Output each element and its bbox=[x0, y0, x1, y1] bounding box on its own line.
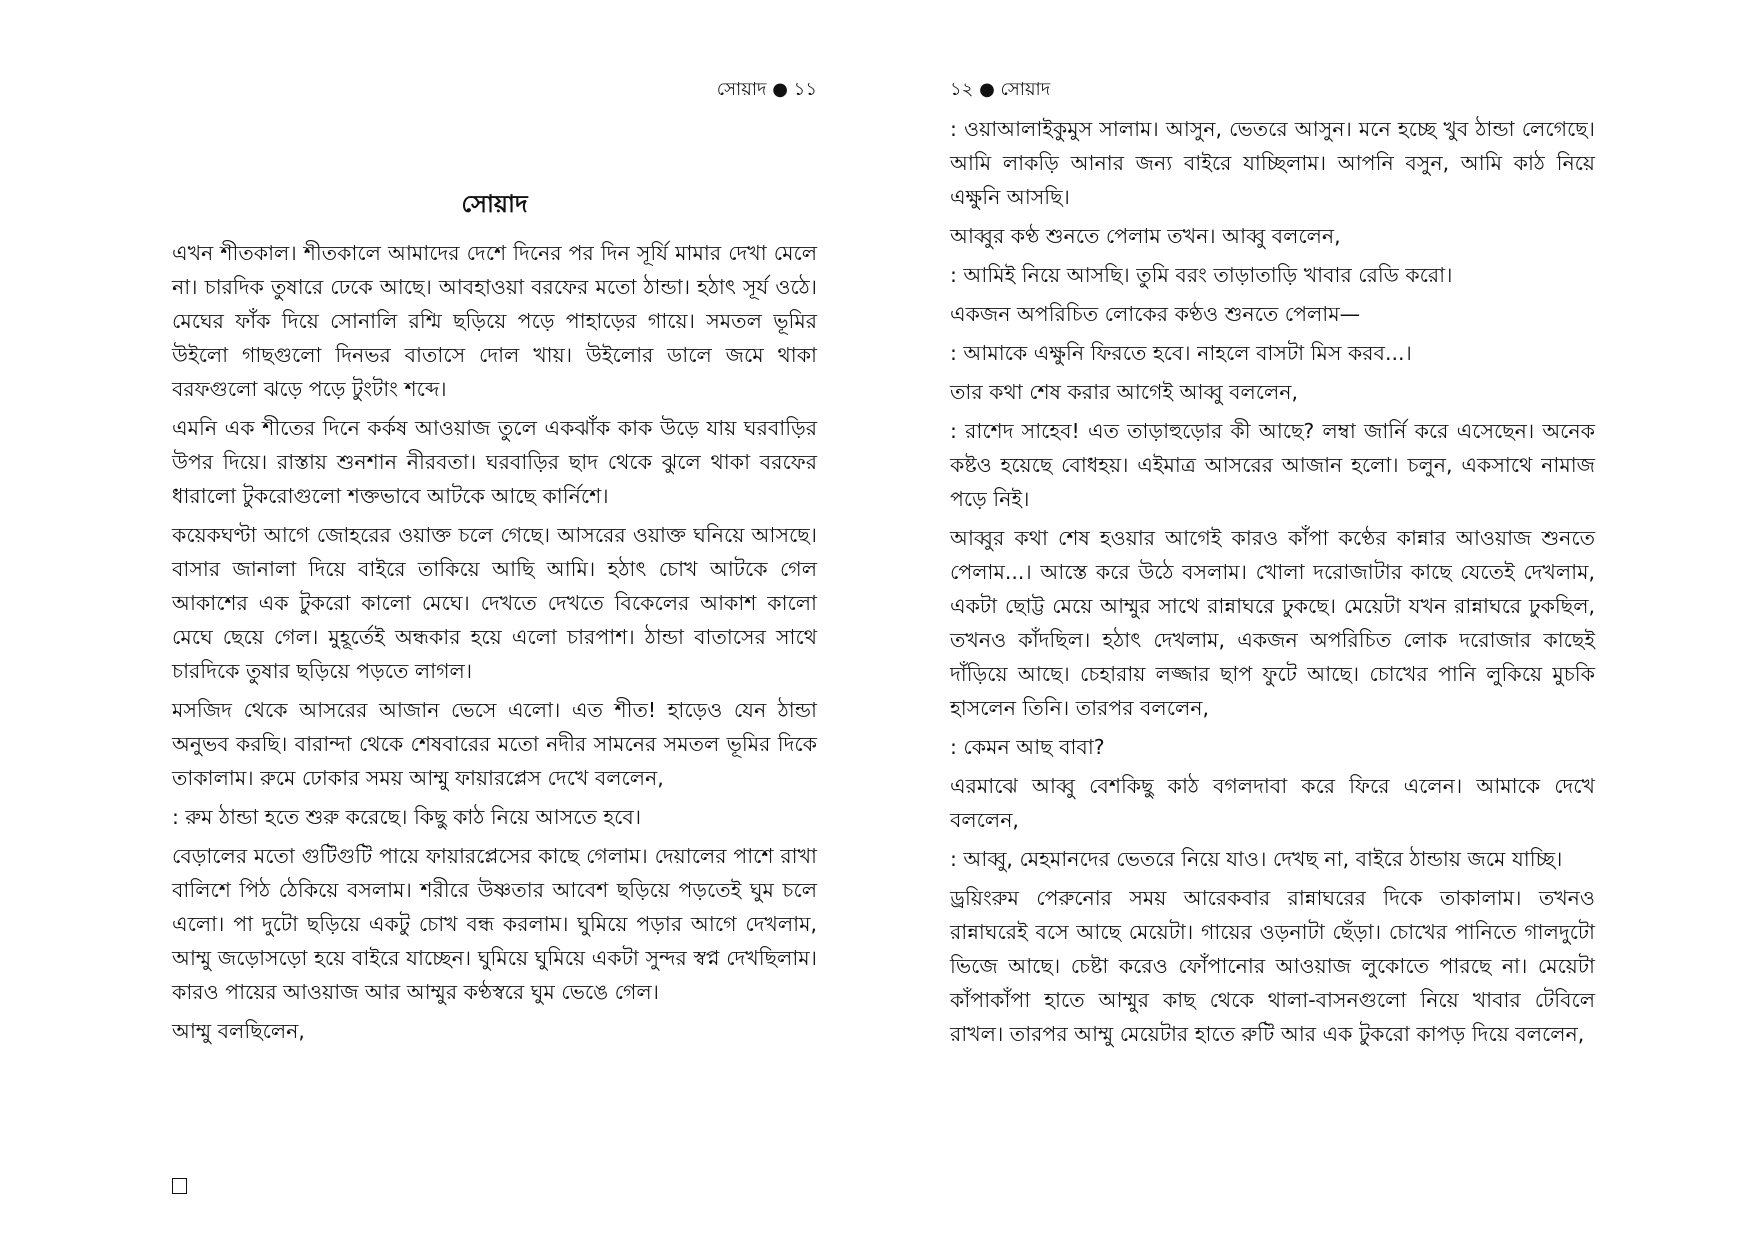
right-body-text bbox=[950, 112, 1595, 1056]
left-page bbox=[172, 0, 817, 1241]
left-paragraph-2: এমনি এক শীতের দিনে কর্কষ আওয়াজ তুলে একঝাঁক কাক উড়ে যায় ঘরবাড়ির উপর দিয়ে। রাস্তায় শুনশান নীরবতা। ঘরবাড়ির ছাদ থেকে ঝুলে থাকা বরফের ধারালো টুকরোগুলো শক্তভাবে আটকে আছে কার্নিশে। bbox=[172, 416, 817, 508]
right-paragraph-1: : ওয়াআলাইকুমুস সালাম। আসুন, ভেতরে আসুন। মনে হচ্ছে খুব ঠান্ডা লেগেছে। আমি লাকড়ি আনার জন্য বাইরে যাচ্ছিলাম। আপনি বসুন, আমি কাঠ নিয়ে এক্ষুনি আসছি। bbox=[950, 117, 1595, 209]
chapter-title: সোয়াদ bbox=[461, 190, 528, 218]
right-paragraph-12: ড্রয়িংরুম পেরুনোর সময় আরেকবার রান্নাঘরের দিকে তাকালাম। তখনও রান্নাঘরেই বসে আছে মেয়েটা। গায়ের ওড়নাটা ছেঁড়া। চোখের পানিতে গালদুটো ভিজে আছে। চেষ্টা করেও ফোঁপানোর আওয়াজ লুকোতে পারছে না। মেয়েটা কাঁপাকাঁপা হাতে আম্মুর কাছ থেকে থালা-বাসনগুলো নিয়ে খাবার টেবিলে রাখল। তারপর আম্মু মেয়েটার হাতে রুটি আর এক টুকরো কাপড় দিয়ে বললেন, bbox=[950, 886, 1595, 1046]
right-paragraph-8: আব্বুর কথা শেষ হওয়ার আগেই কারও কাঁপা কণ্ঠের কান্নার আওয়াজ শুনতে পেলাম...। আস্তে করে উঠে বসলাম। খোলা দরোজাটার কাছে যেতেই দেখলাম, একটা ছোট্ট মেয়ে আম্মুর সাথে রান্নাঘরে ঢুকছে। মেয়েটা যখন রান্নাঘরে ঢুকছিল, তখনও কাঁদছিল। হঠাৎ দেখলাম, একজন অপরিচিত লোক দরোজার কাছেই দাঁড়িয়ে আছে। চেহারায় লজ্জার ছাপ ফুটে আছে। চোখের পানি লুকিয়ে মুচকি হাসলেন তিনি। তারপর বললেন, bbox=[950, 526, 1595, 720]
right-paragraph-2: আব্বুর কণ্ঠ শুনতে পেলাম তখন। আব্বু বললেন, bbox=[950, 224, 1341, 248]
right-paragraph-4: একজন অপরিচিত লোকের কণ্ঠও শুনতে পেলাম— bbox=[950, 302, 1361, 326]
left-paragraph-5: : রুম ঠান্ডা হতে শুরু করেছে। কিছু কাঠ নিয়ে আসতে হবে। bbox=[172, 805, 642, 829]
left-body-text bbox=[172, 236, 817, 1053]
right-paragraph-10: এরমাঝে আব্বু বেশকিছু কাঠ বগলদাবা করে ফিরে এলেন। আমাকে দেখে বললেন, bbox=[950, 774, 1595, 832]
right-paragraph-5: : আমাকে এক্ষুনি ফিরতে হবে। নাহলে বাসটা মিস করব...। bbox=[950, 341, 1412, 365]
left-paragraph-6: বেড়ালের মতো গুটিগুটি পায়ে ফায়ারপ্লেসের কাছে গেলাম। দেয়ালের পাশে রাখা বালিশে পিঠ ঠেকিয়ে বসলাম। শরীরে উষ্ণতার আবেশ ছড়িয়ে পড়তেই ঘুম চলে এলো। পা দুটো ছড়িয়ে একটু চোখ বন্ধ করলাম। ঘুমিয়ে পড়ার আগে দেখলাম, আম্মু জড়োসড়ো হয়ে বাইরে যাচ্ছেন। ঘুমিয়ে ঘুমিয়ে একটা সুন্দর স্বপ্ন দেখছিলাম। কারও পায়ের আওয়াজ আর আম্মুর কণ্ঠস্বরে ঘুম ভেঙে গেল। bbox=[172, 844, 817, 1004]
right-paragraph-3: : আমিই নিয়ে আসছি। তুমি বরং তাড়াতাড়ি খাবার রেডি করো। bbox=[950, 263, 1453, 287]
right-paragraph-7: : রাশেদ সাহেব! এত তাড়াহুড়োর কী আছে? লম্বা জার্নি করে এসেছেন। অনেক কষ্টও হয়েছে বোধহয়। এইমাত্র আসরের আজান হলো। চলুন, একসাথে নামাজ পড়ে নিই। bbox=[950, 419, 1595, 511]
right-paragraph-11: : আব্বু, মেহমানদের ভেতরে নিয়ে যাও। দেখছ না, বাইরে ঠান্ডায় জমে যাচ্ছি। bbox=[950, 847, 1563, 871]
right-paragraph-6: তার কথা শেষ করার আগেই আব্বু বললেন, bbox=[950, 380, 1299, 404]
right-running-head: ১২ ● সোয়াদ bbox=[950, 79, 1051, 100]
left-running-head: সোয়াদ ● ১১ bbox=[716, 79, 817, 100]
left-paragraph-3: কয়েকঘণ্টা আগে জোহরের ওয়াক্ত চলে গেছে। আসরের ওয়াক্ত ঘনিয়ে আসছে। বাসার জানালা দিয়ে বাইরে তাকিয়ে আছি আমি। হঠাৎ চোখ আটকে গেল আকাশের এক টুকরো কালো মেঘে। দেখতে দেখতে বিকেলের আকাশ কালো মেঘে ছেয়ে গেল। মুহূর্তেই অন্ধকার হয়ে এলো চারপাশ। ঠান্ডা বাতাসের সাথে চারদিকে তুষার ছড়িয়ে পড়তে লাগল। bbox=[172, 523, 817, 683]
left-paragraph-4: মসজিদ থেকে আসরের আজান ভেসে এলো। এত শীত! হাড়েও যেন ঠান্ডা অনুভব করছি। বারান্দা থেকে শেষবারের মতো নদীর সামনের সমতল ভূমির দিকে তাকালাম। রুমে ঢোকার সময় আম্মু ফায়ারপ্লেস দেখে বললেন, bbox=[172, 698, 817, 790]
right-paragraph-9: : কেমন আছ বাবা? bbox=[950, 735, 1105, 759]
left-paragraph-7: আম্মু বলছিলেন, bbox=[172, 1019, 305, 1043]
left-paragraph-1: এখন শীতকাল। শীতকালে আমাদের দেশে দিনের পর দিন সূর্যি মামার দেখা মেলে না। চারদিক তুষারে ঢেকে আছে। আবহাওয়া বরফের মতো ঠান্ডা। হঠাৎ সূর্য ওঠে। মেঘের ফাঁক দিয়ে সোনালি রশ্মি ছড়িয়ে পড়ে পাহাড়ের গায়ে। সমতল ভূমির উইলো গাছগুলো দিনভর বাতাসে দোল খায়। উইলোর ডালে জমে থাকা বরফগুলো ঝড়ে পড়ে টুংটাং শব্দে। bbox=[172, 241, 817, 401]
section-end-square-icon bbox=[172, 1178, 187, 1194]
right-page bbox=[950, 0, 1595, 1241]
